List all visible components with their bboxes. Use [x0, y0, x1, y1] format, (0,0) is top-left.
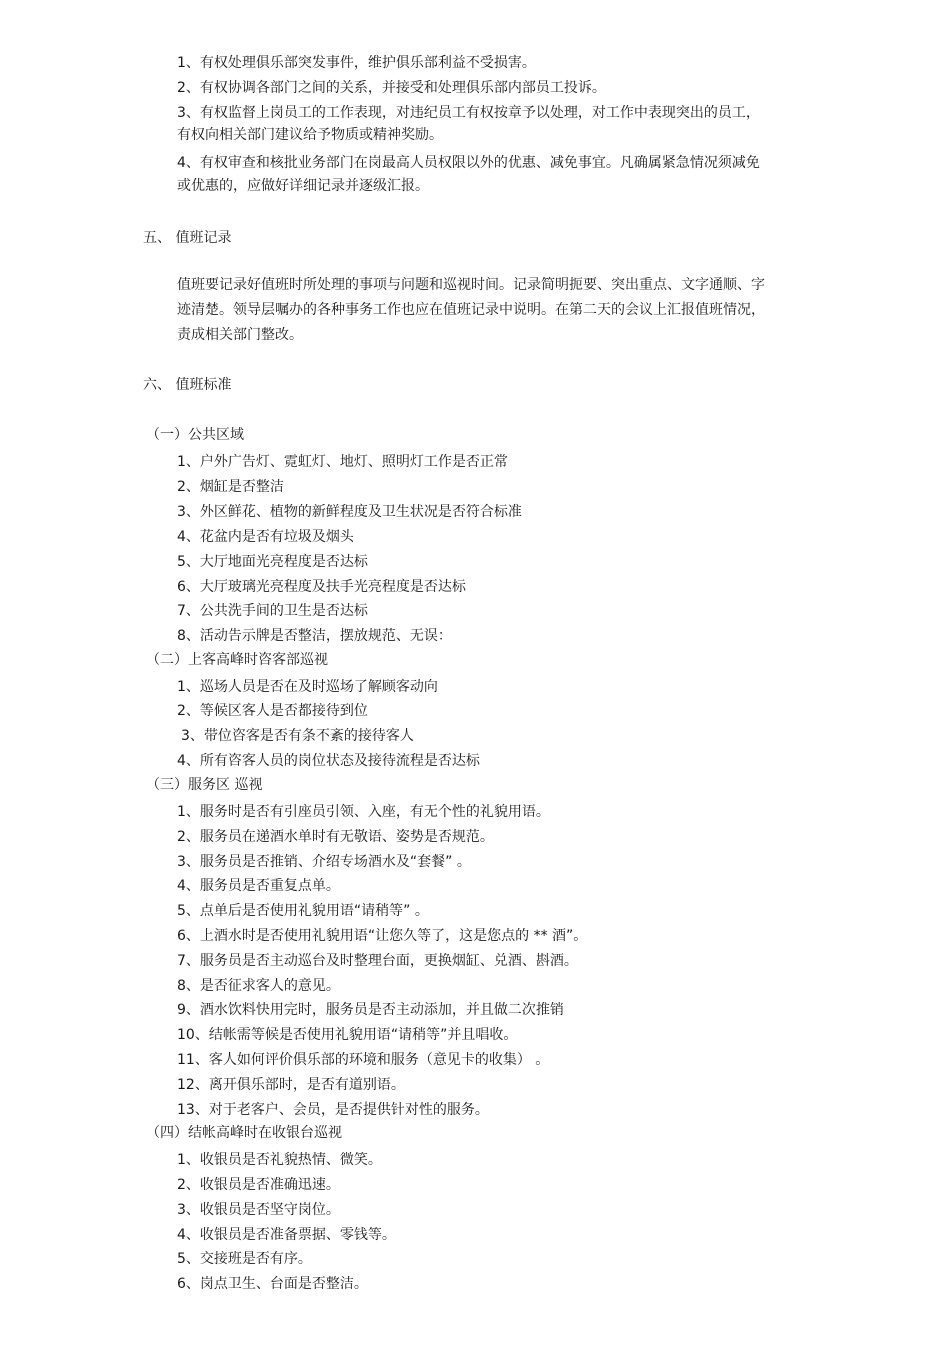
list-item: 7、公共洗手间的卫生是否达标 — [177, 603, 368, 619]
list-item: 12、离开俱乐部时，是否有道别语。 — [177, 1077, 405, 1093]
authority-item-4: 4、有权审查和核批业务部门在岗最高人员权限以外的优惠、减免事宜。凡确属紧急情况须减免 — [177, 155, 760, 171]
list-item: 2、服务员在递酒水单时有无敬语、姿势是否规范。 — [177, 829, 494, 845]
list-item: 5、交接班是否有序。 — [177, 1251, 312, 1267]
list-item: 2、烟缸是否整洁 — [177, 479, 284, 495]
list-item: 4、所有咨客人员的岗位状态及接待流程是否达标 — [177, 753, 480, 769]
section-5-paragraph-line: 责成相关部门整改。 — [177, 327, 303, 343]
authority-item-4-cont: 或优惠的，应做好详细记录并逐级汇报。 — [177, 178, 429, 194]
list-item: 1、户外广告灯、霓虹灯、地灯、照明灯工作是否正常 — [177, 454, 508, 470]
list-item: 3、收银员是否坚守岗位。 — [177, 1202, 340, 1218]
authority-item-3: 3、有权监督上岗员工的工作表现，对违纪员工有权按章予以处理，对工作中表现突出的员工， — [177, 105, 760, 121]
list-item: 11、客人如何评价俱乐部的环境和服务（意见卡的收集） 。 — [177, 1052, 550, 1068]
authority-item-2: 2、有权协调各部门之间的关系，并接受和处理俱乐部内部员工投诉。 — [177, 80, 606, 96]
list-item: 6、上酒水时是否使用礼貌用语“让您久等了，这是您点的 ** 酒”。 — [177, 928, 588, 944]
subsection-cashier-title: （四）结帐高峰时在收银台巡视 — [146, 1125, 342, 1141]
list-item: 2、等候区客人是否都接待到位 — [177, 703, 368, 719]
list-item: 8、是否征求客人的意见。 — [177, 978, 340, 994]
list-item: 4、服务员是否重复点单。 — [177, 878, 340, 894]
list-item: 9、酒水饮料快用完时，服务员是否主动添加，并且做二次推销 — [177, 1002, 564, 1018]
list-item: 3、外区鲜花、植物的新鲜程度及卫生状况是否符合标准 — [177, 504, 522, 520]
subsection-reception-title: （二）上客高峰时咨客部巡视 — [146, 652, 328, 668]
list-item: 5、大厅地面光亮程度是否达标 — [177, 554, 368, 570]
list-item: 6、大厅玻璃光亮程度及扶手光亮程度是否达标 — [177, 579, 466, 595]
list-item: 3、带位咨客是否有条不紊的接待客人 — [181, 728, 414, 744]
authority-item-3-cont: 有权向相关部门建议给予物质或精神奖励。 — [177, 127, 443, 143]
list-item: 5、点单后是否使用礼貌用语“请稍等” 。 — [177, 903, 429, 919]
subsection-public-area-title: （一）公共区域 — [146, 427, 244, 443]
list-item: 4、收银员是否准备票据、零钱等。 — [177, 1227, 396, 1243]
list-item: 3、服务员是否推销、介绍专场酒水及“套餐” 。 — [177, 854, 471, 870]
list-item: 1、服务时是否有引座员引领、入座，有无个性的礼貌用语。 — [177, 804, 550, 820]
list-item: 1、巡场人员是否在及时巡场了解顾客动向 — [177, 679, 438, 695]
section-5-paragraph-line: 值班要记录好值班时所处理的事项与问题和巡视时间。记录简明扼要、突出重点、文字通顺、字 — [177, 277, 765, 293]
authority-item-1: 1、有权处理俱乐部突发事件，维护俱乐部利益不受损害。 — [177, 55, 536, 71]
subsection-service-area-title: （三）服务区 巡视 — [146, 777, 263, 793]
section-5-paragraph-line: 迹清楚。领导层嘱办的各种事务工作也应在值班记录中说明。在第二天的会议上汇报值班情况， — [177, 302, 765, 318]
section-5-heading: 五、 值班记录 — [143, 230, 232, 246]
list-item: 10、结帐需等候是否使用礼貌用语“请稍等”并且唱收。 — [177, 1027, 518, 1043]
section-6-heading: 六、 值班标准 — [143, 377, 232, 393]
list-item: 6、岗点卫生、台面是否整洁。 — [177, 1276, 368, 1292]
list-item: 13、对于老客户、会员，是否提供针对性的服务。 — [177, 1102, 489, 1118]
list-item: 8、活动告示牌是否整洁，摆放规范、无误： — [177, 628, 452, 644]
list-item: 7、服务员是否主动巡台及时整理台面，更换烟缸、兑酒、斟酒。 — [177, 953, 578, 969]
list-item: 4、花盆内是否有垃圾及烟头 — [177, 529, 354, 545]
list-item: 2、收银员是否准确迅速。 — [177, 1177, 340, 1193]
list-item: 1、收银员是否礼貌热情、微笑。 — [177, 1152, 382, 1168]
